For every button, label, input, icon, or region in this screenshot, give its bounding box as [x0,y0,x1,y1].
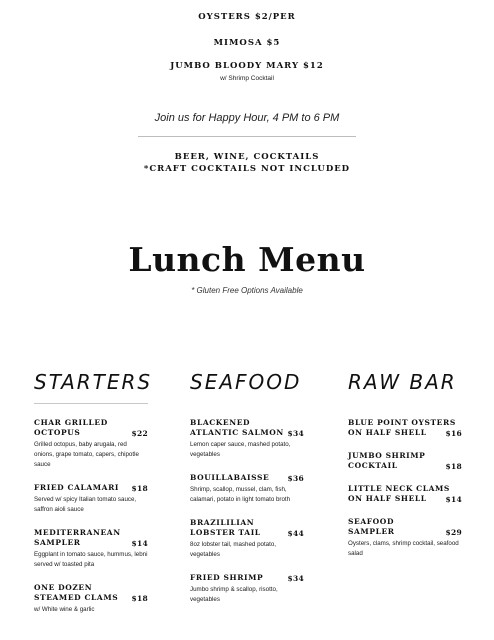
item-description: Eggplant in tomato sauce, hummus, lebni served w/ toasted pita [34,551,148,568]
menu-item [348,418,462,438]
item-description: Lemon caper sauce, mashed potato, vegetables [190,441,291,458]
item-price: $18 [131,484,148,493]
item-price: $36 [287,474,304,483]
menu-item [34,528,148,570]
menu-item [34,583,148,615]
item-description: Grilled octopus, baby arugala, red onions, grape tomato, capers, chipotle sauce [34,441,139,468]
promo-bloody-mary: JUMBO BLOODY MARY $12 [170,61,324,71]
item-price: $18 [445,462,462,471]
item-price: $18 [131,594,148,603]
promo-mimosa: MIMOSA $5 [213,38,281,48]
column-divider [34,403,148,404]
item-description: Jumbo shrimp & scallop, risotto, vegetables [190,586,278,603]
menu-item [348,517,462,559]
menu-item [190,518,304,560]
item-price: $34 [287,429,304,438]
column-divider [348,403,462,404]
item-name: MEDITERRANEAN SAMPLER [34,528,121,547]
item-name: SEAFOOD SAMPLER [348,517,395,536]
promo-oysters: OYSTERS $2/PER [198,12,296,22]
item-name: ONE DOZEN STEAMED CLAMS [34,583,119,602]
item-name: FRIED CALAMARI [34,483,120,492]
item-name: BRAZILILIAN LOBSTER TAIL [190,518,261,537]
item-name: CHAR GRILLED OCTOPUS [34,418,108,437]
item-name: FRIED SHRIMP [190,573,264,582]
item-name: BOUILLABAISSE [190,473,270,482]
menu-item [348,484,462,504]
item-description: w/ White wine & garlic [34,606,95,613]
menu-item [190,418,304,460]
item-price: $22 [131,429,148,438]
item-name: BLUE POINT OYSTERS ON HALF SHELL [348,418,456,437]
column-title-seafood: SEAFOOD [190,370,302,394]
promo-bloody-mary-note: w/ Shrimp Cocktail [220,75,274,82]
gluten-free-note: * Gluten Free Options Available [191,286,303,295]
item-price: $16 [445,429,462,438]
item-description: Served w/ spicy Italian tomato sauce, saffron aioli sauce [34,496,137,513]
item-price: $14 [445,495,462,504]
included-exclusion-note: *CRAFT COCKTAILS NOT INCLUDED [143,164,351,174]
column-title-starters: STARTERS [34,370,153,394]
menu-column-starters [34,370,153,628]
included-drinks: BEER, WINE, COCKTAILS [174,152,320,162]
menu-item [34,418,148,470]
column-divider [190,403,304,404]
menu-column-seafood [190,370,304,618]
menu-item [190,473,304,505]
item-price: $44 [287,529,304,538]
item-description: Oysters, clams, shrimp cocktail, seafood salad [348,540,459,557]
column-title-raw-bar: RAW BAR [348,370,457,394]
menu-item [190,573,304,605]
item-name: BLACKENED ATLANTIC SALMON [190,418,284,437]
menu-item [34,483,148,515]
item-name: LITTLE NECK CLAMS ON HALF SHELL [348,484,450,503]
page-title: Lunch Menu [128,240,366,279]
item-description: Shrimp, scallop, mussel, clam, fish, calamari, potato in light tomato broth [190,486,291,503]
item-price: $14 [131,539,148,548]
item-price: $29 [445,528,462,537]
menu-column-raw-bar [348,370,462,572]
item-name: JUMBO SHRIMP COCKTAIL [348,451,426,470]
divider [138,136,356,137]
menu-item [348,451,462,471]
item-price: $34 [287,574,304,583]
item-description: 8oz lobster tail, mashed potato, vegetables [190,541,276,558]
happy-hour-text: Join us for Happy Hour, 4 PM to 6 PM [154,112,340,124]
